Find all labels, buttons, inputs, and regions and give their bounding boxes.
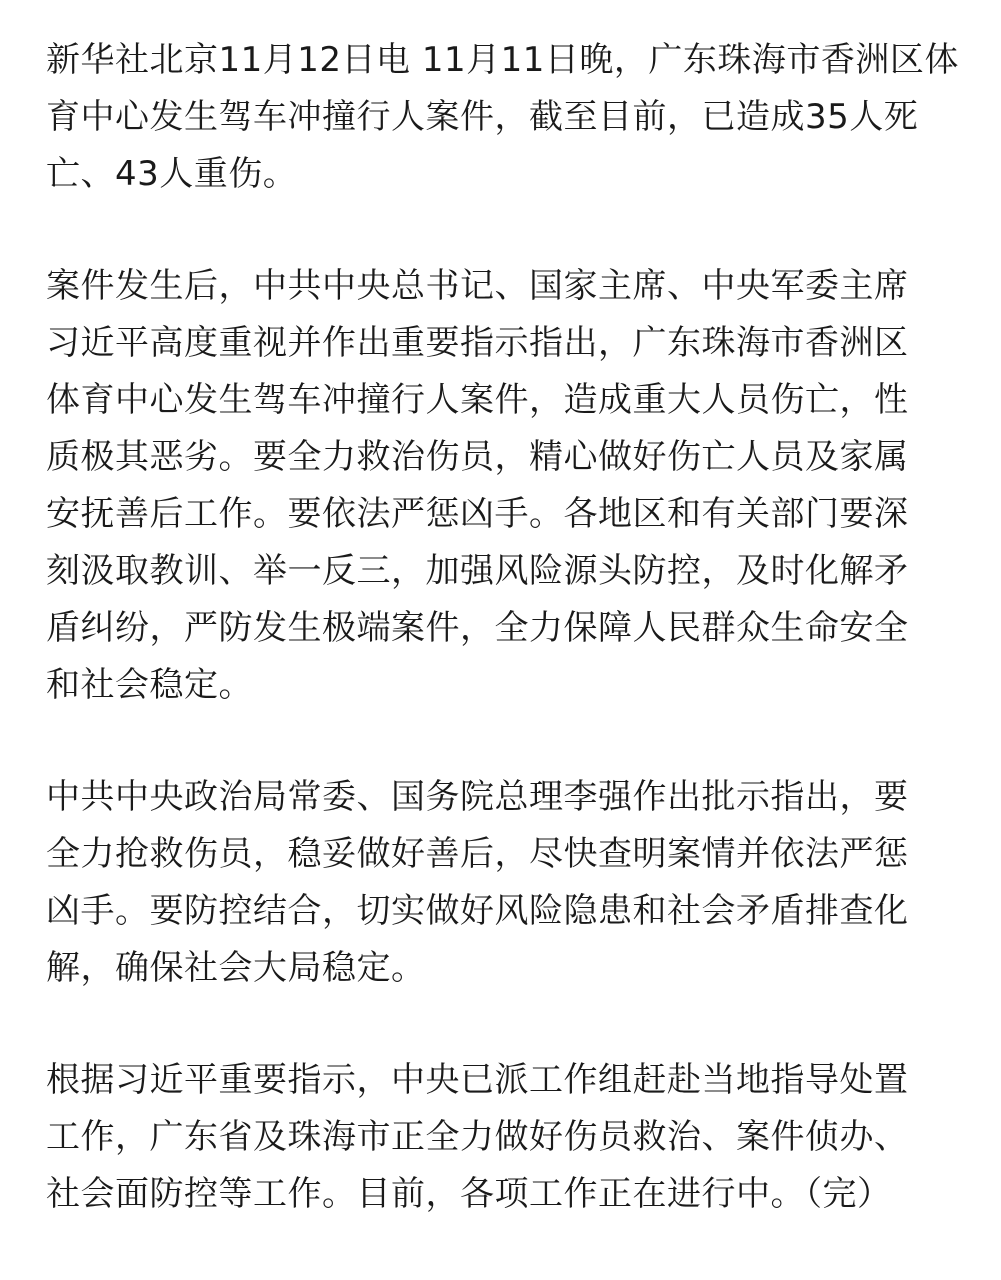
text-line: 案件发生后，中共中央总书记、国家主席、中央军委主席 <box>46 266 909 306</box>
text-line: 育中心发生驾车冲撞行人案件，截至目前，已造成35人死 <box>46 97 919 137</box>
paragraph-2 <box>46 258 957 714</box>
paragraph-3 <box>46 769 957 997</box>
paragraph-1 <box>46 32 957 203</box>
text-line: 解，确保社会大局稳定。 <box>46 948 426 988</box>
text-line: 工作，广东省及珠海市正全力做好伤员救治、案件侦办、 <box>46 1117 909 1157</box>
text-line: 凶手。要防控结合，切实做好风险隐患和社会矛盾排查化 <box>46 891 909 931</box>
text-line: 社会面防控等工作。目前，各项工作正在进行中。（完） <box>46 1174 892 1214</box>
text-line: 刻汲取教训、举一反三，加强风险源头防控，及时化解矛 <box>46 551 909 591</box>
text-line: 习近平高度重视并作出重要指示指出，广东珠海市香洲区 <box>46 323 909 363</box>
text-line: 根据习近平重要指示，中央已派工作组赶赴当地指导处置 <box>46 1060 909 1100</box>
text-line: 体育中心发生驾车冲撞行人案件，造成重大人员伤亡，性 <box>46 380 909 420</box>
text-line: 亡、43人重伤。 <box>46 154 298 194</box>
text-line: 全力抢救伤员，稳妥做好善后，尽快查明案情并依法严惩 <box>46 834 909 874</box>
text-line: 安抚善后工作。要依法严惩凶手。各地区和有关部门要深 <box>46 494 909 534</box>
text-line: 质极其恶劣。要全力救治伤员，精心做好伤亡人员及家属 <box>46 437 909 477</box>
text-line: 和社会稳定。 <box>46 665 253 705</box>
text-line: 盾纠纷，严防发生极端案件，全力保障人民群众生命安全 <box>46 608 909 648</box>
text-line: 新华社北京11月12日电 11月11日晚，广东珠海市香洲区体 <box>46 40 959 80</box>
paragraph-4 <box>46 1052 957 1223</box>
text-line: 中共中央政治局常委、国务院总理李强作出批示指出，要 <box>46 777 909 817</box>
